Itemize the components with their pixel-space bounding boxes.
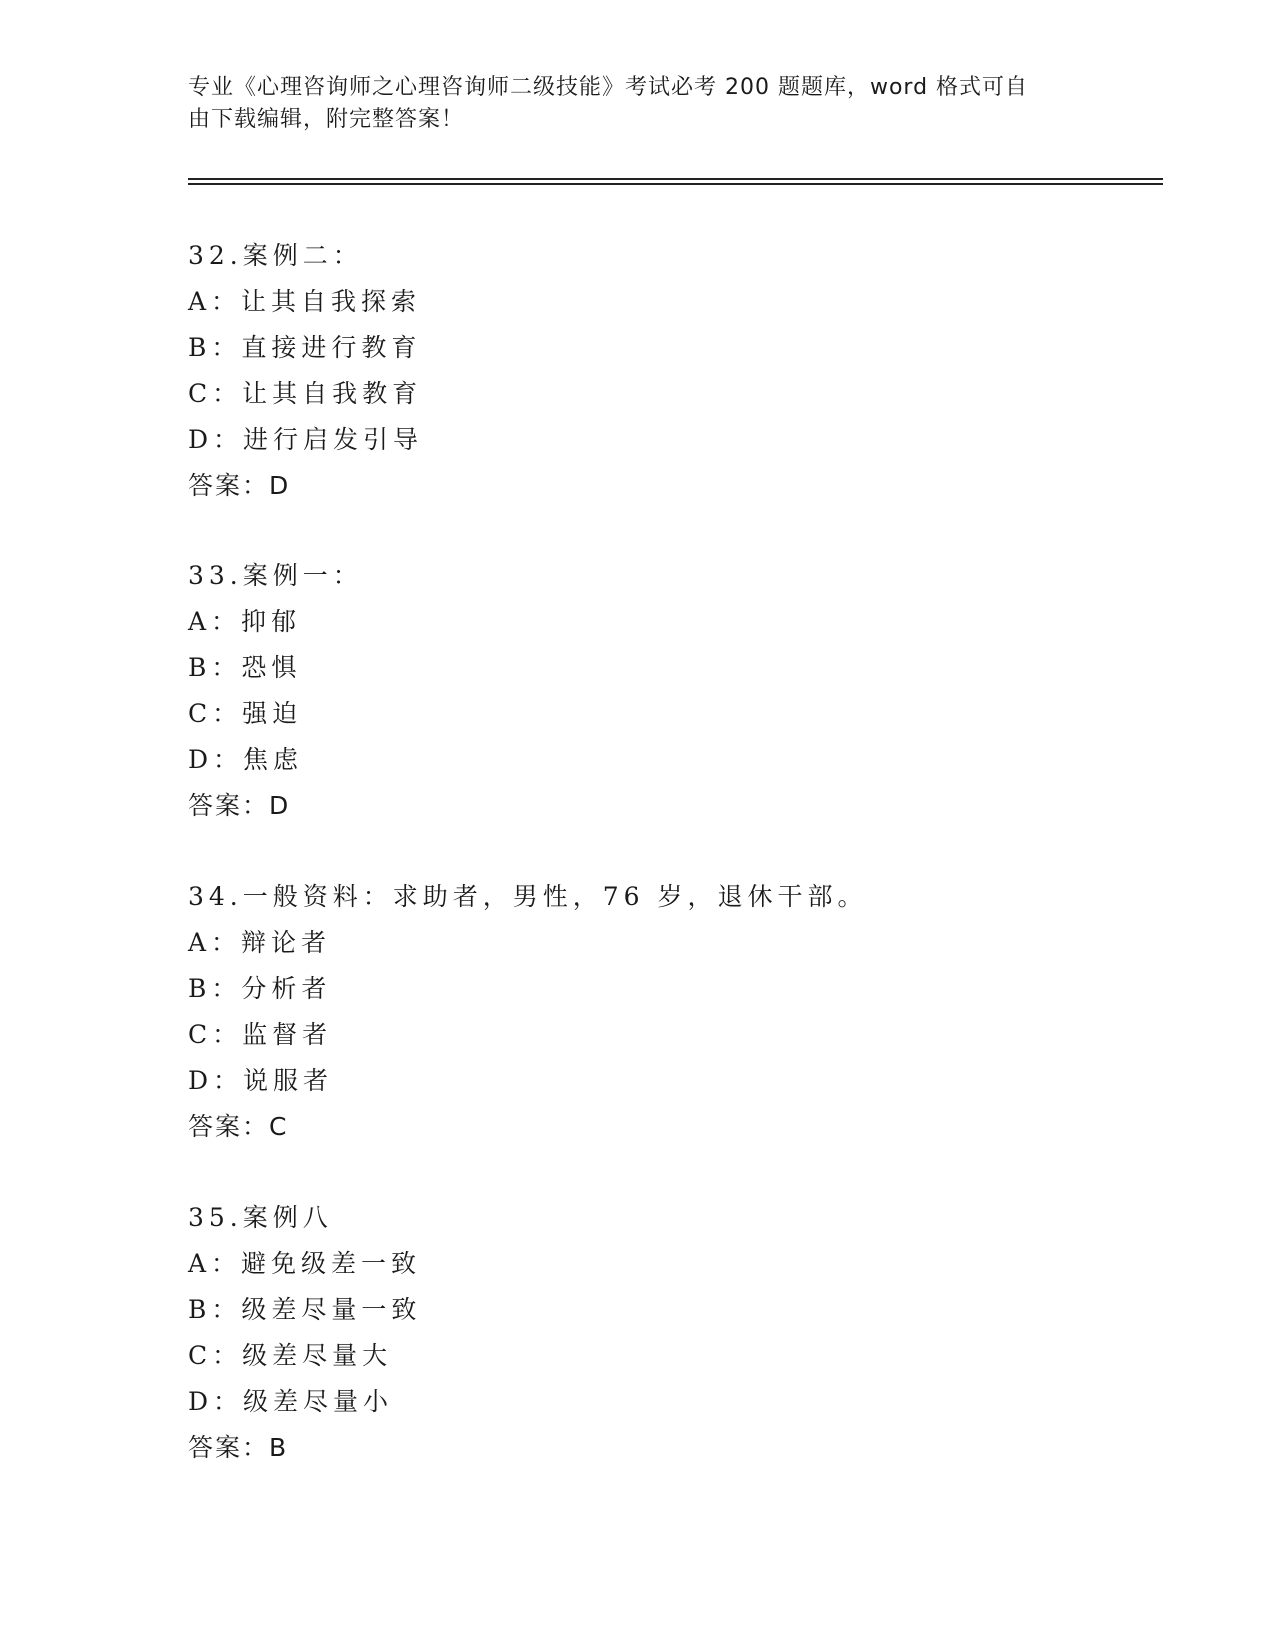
option-a: A：让其自我探索 [188, 287, 422, 316]
option-c: C：让其自我教育 [188, 379, 423, 408]
option-c: C：级差尽量大 [188, 1341, 393, 1370]
option-b: B：恐惧 [188, 653, 302, 682]
option-a: A：辩论者 [188, 928, 332, 957]
option-c: C：强迫 [188, 699, 303, 728]
question-stem: 33.案例一： [188, 561, 363, 590]
option-d: D：焦虑 [188, 745, 304, 774]
question-stem: 32.案例二： [188, 241, 363, 270]
option-d: D：进行启发引导 [188, 425, 424, 454]
answer-line: 答案：D [188, 791, 291, 820]
question-32 [188, 233, 1138, 509]
header-divider-bottom [188, 183, 1163, 185]
option-d: D：说服者 [188, 1066, 334, 1095]
question-33 [188, 553, 1138, 829]
option-c: C：监督者 [188, 1020, 333, 1049]
header-divider-top [188, 178, 1163, 180]
question-34 [188, 874, 1138, 1150]
option-b: B：级差尽量一致 [188, 1295, 422, 1324]
option-b: B：分析者 [188, 974, 332, 1003]
answer-line: 答案：D [188, 471, 291, 500]
option-a: A：抑郁 [188, 607, 302, 636]
answer-line: 答案：B [188, 1433, 289, 1462]
answer-line: 答案：C [188, 1112, 289, 1141]
option-d: D：级差尽量小 [188, 1387, 394, 1416]
question-stem: 35.案例八 [188, 1203, 333, 1232]
question-stem: 34.一般资料：求助者，男性，76 岁，退休干部。 [188, 882, 868, 911]
header-line-1: 专业《心理咨询师之心理咨询师二级技能》考试必考 200 题题库，word 格式可自 [188, 75, 1029, 100]
option-b: B：直接进行教育 [188, 333, 422, 362]
header-line-2: 由下载编辑，附完整答案！ [188, 107, 465, 132]
option-a: A：避免级差一致 [188, 1249, 422, 1278]
document-header [188, 72, 1088, 136]
question-35 [188, 1195, 1138, 1471]
